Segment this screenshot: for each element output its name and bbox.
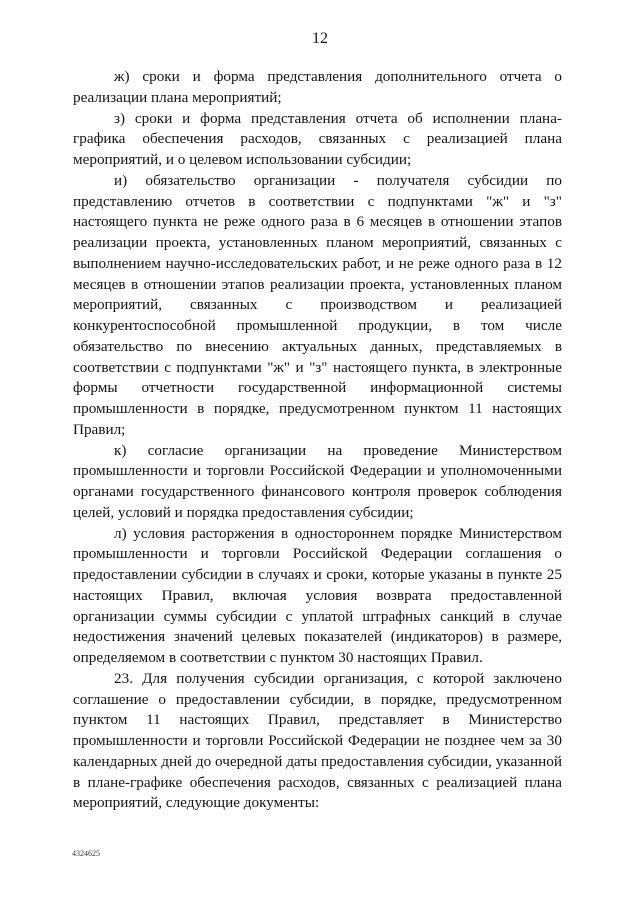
page-number: 12 [312, 30, 328, 47]
document-body [73, 67, 562, 814]
paragraph-i: и) обязательство организации - получателя субсидии по представлению отчетов в соответствии с подпунктами "ж" и "з" настоящего пункта не реже одного раза в 6 месяцев в отношении этапов реализации проекта, установленных планом мероприятий, связанных с выполнением научно-исследовательских работ, и не реже одного раза в 12 месяцев в отношении этапов реализации проекта, установленных планом мероприятий, связанных с производством и реализацией конкурентоспособной промышленной продукции, в том числе обязательство по внесению актуальных данных, представляемых в соответствии с подпунктами "ж" и "з" настоящего пункта, в электронные формы отчетности государственной информационной системы промышленности в порядке, предусмотренном пунктом 11 настоящих Правил; [73, 171, 562, 438]
paragraph-zh: ж) сроки и форма представления дополнительного отчета о реализации плана мероприятий; [73, 68, 562, 106]
paragraph-z: з) сроки и форма представления отчета об исполнении плана-графика обеспечения расходов, связанных с реализацией плана мероприятий, и о целевом использовании субсидии; [73, 109, 562, 168]
document-code: 4324625 [72, 849, 100, 858]
paragraph-k: к) согласие организации на проведение Министерством промышленности и торговли Российской Федерации и уполномоченными органами государственного финансового контроля проверок соблюдения целей, условий и порядка предоставления субсидии; [73, 441, 562, 521]
paragraph-l: л) условия расторжения в одностороннем порядке Министерством промышленности и торговли Российской Федерации соглашения о предоставлении субсидии в случаях и сроки, которые указаны в пункте 25 настоящих Правил, включая условия возврата предоставленной организации суммы субсидии с уплатой штрафных санкций в случае недостижения значений целевых показателей (индикаторов) в размере, определяемом в соответствии с пунктом 30 настоящих Правил. [73, 524, 562, 666]
paragraph-23: 23. Для получения субсидии организация, с которой заключено соглашение о предоставлении субсидии, в порядке, предусмотренном пунктом 11 настоящих Правил, представляет в Министерство промышленности и торговли Российской Федерации не позднее чем за 30 календарных дней до очередной даты предоставления субсидии, указанной в плане-графике обеспечения расходов, связанных с реализацией плана мероприятий, следующие документы: [73, 669, 562, 812]
